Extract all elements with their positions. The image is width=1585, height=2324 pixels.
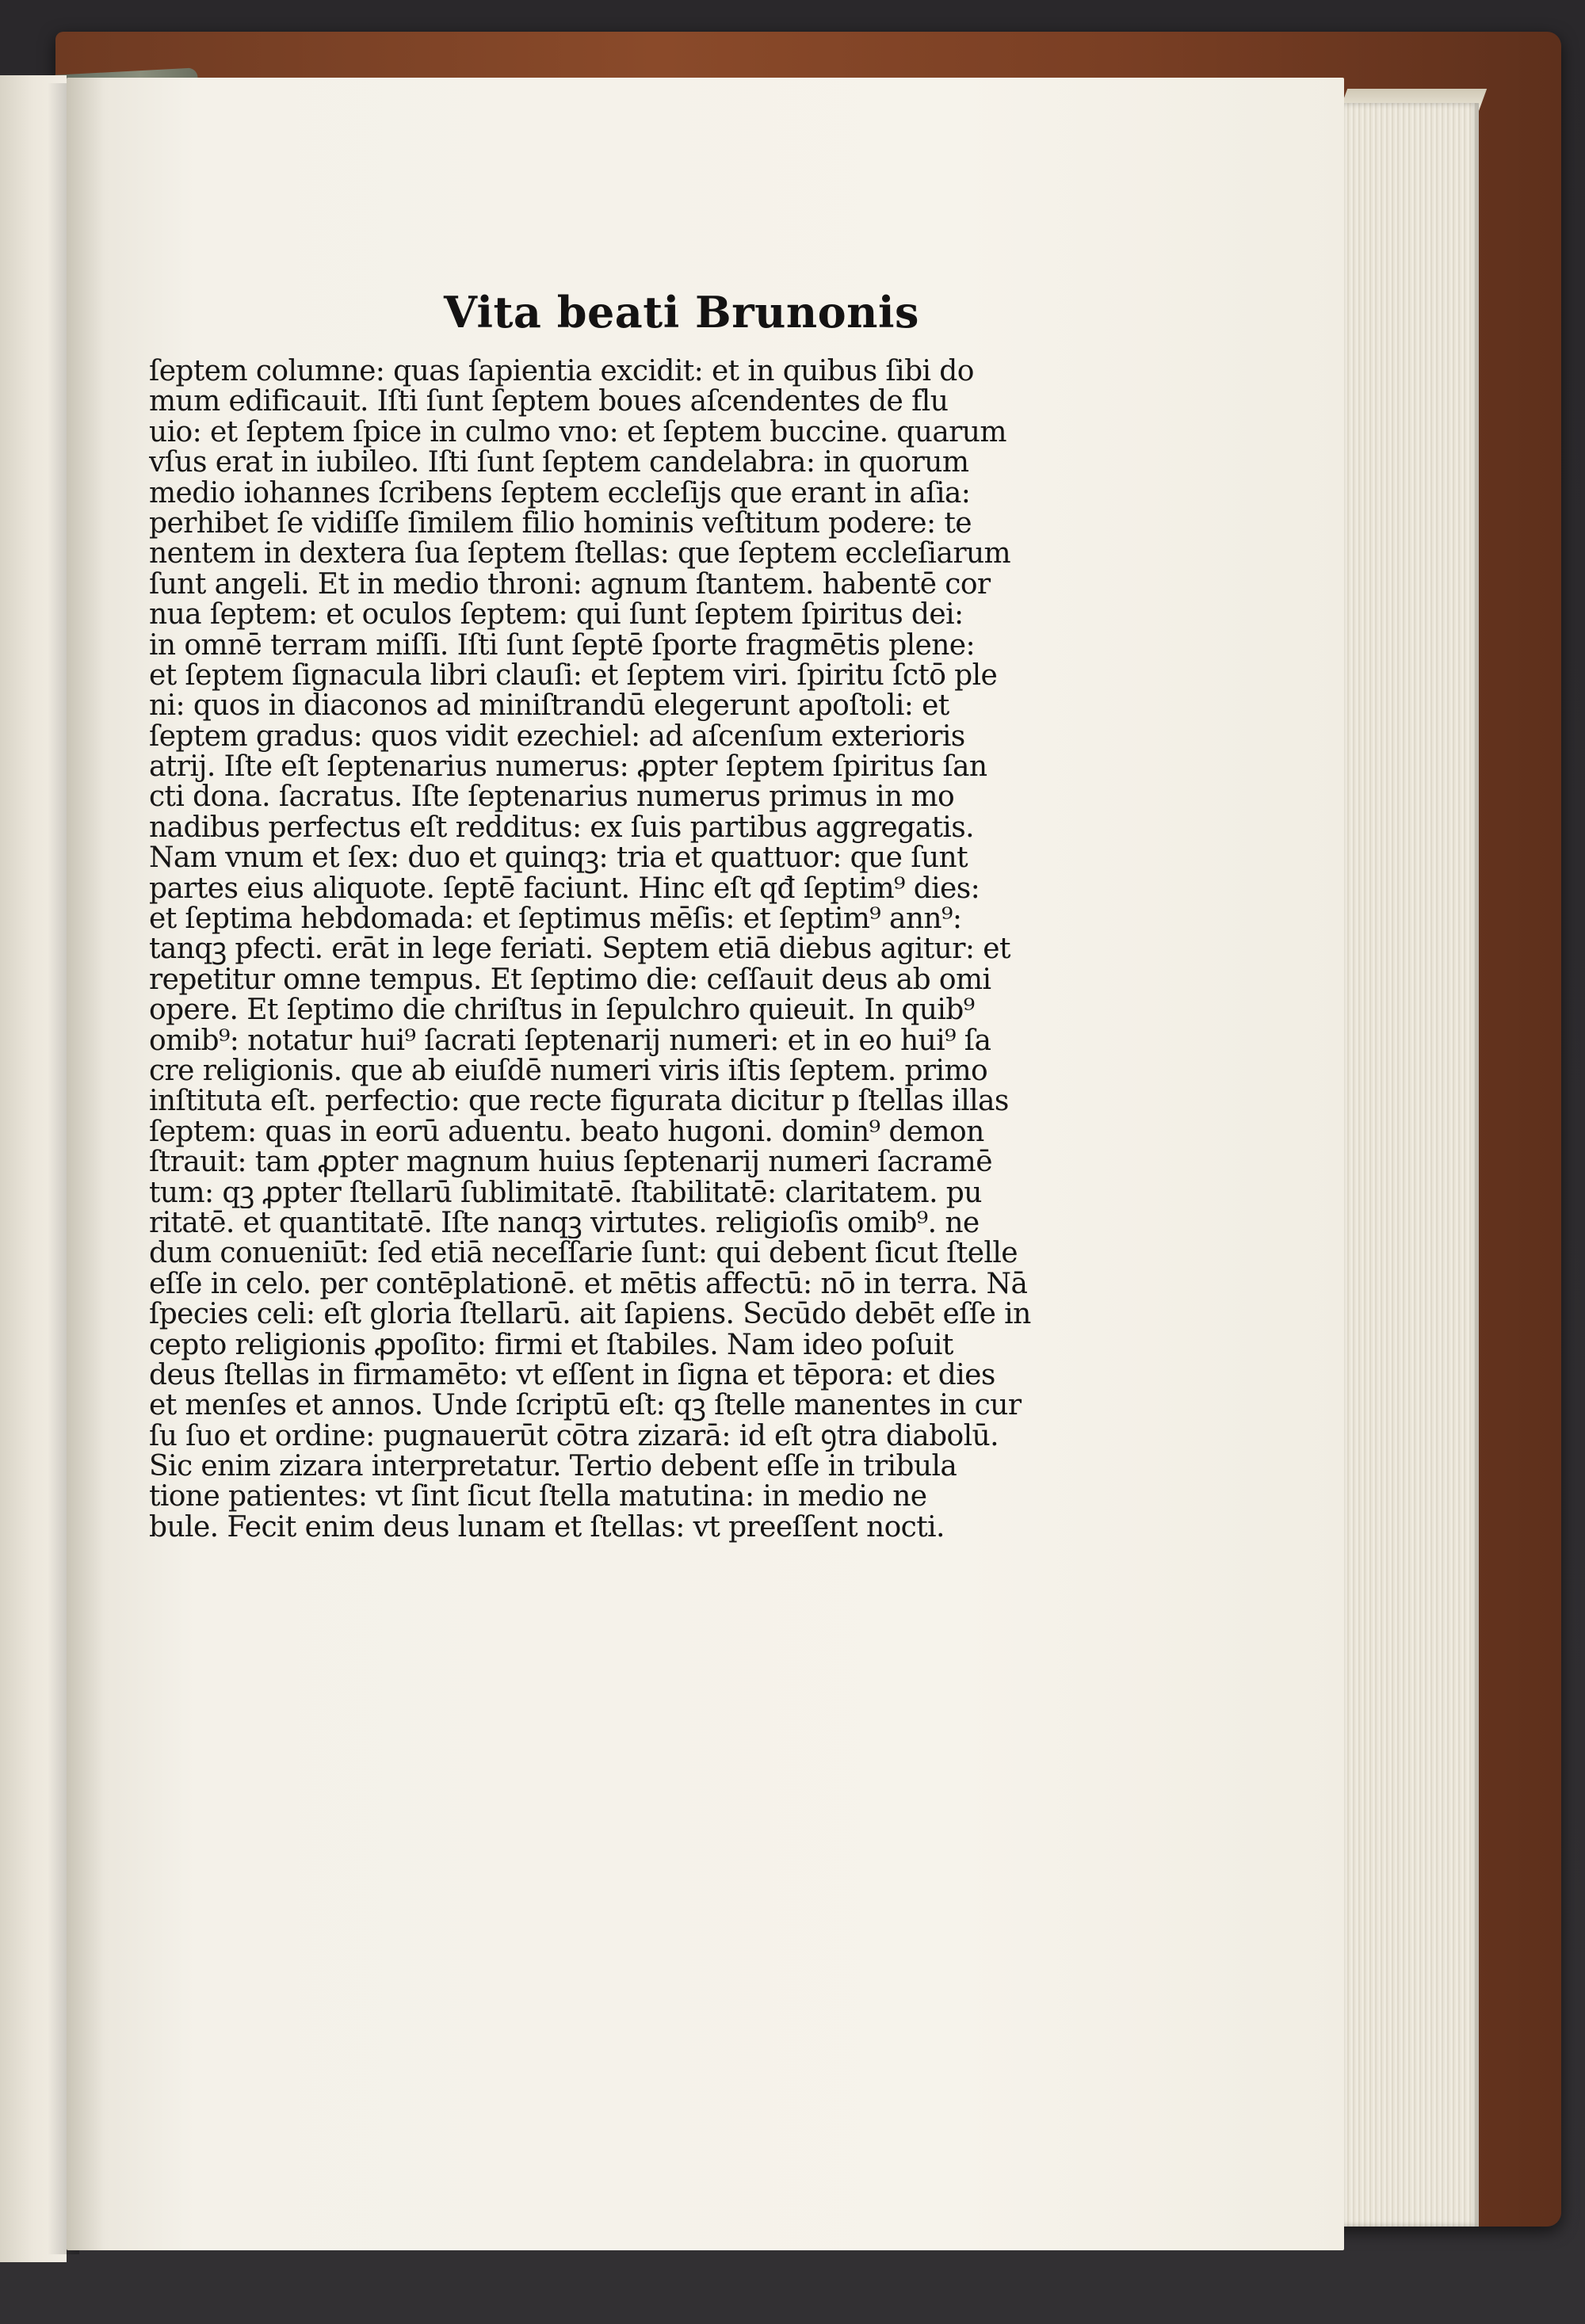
- text-line: et ſeptima hebdomada: et ſeptimus mēſis: et ſeptim⁹ ann⁹:: [149, 904, 962, 935]
- text-line: ritatē. et quantitatē. Iſte nanqꝫ virtutes. religioſis omib⁹. ne: [149, 1208, 980, 1239]
- text-line: nadibus perfectus eſt redditus: ex ſuis partibus aggregatis.: [149, 812, 974, 844]
- text-block: [149, 357, 1140, 1543]
- text-line: eſſe in celo. per contēplationē. et mētis affectū: nō in terra. Nā: [149, 1269, 1028, 1300]
- text-line: perhibet ſe vidiſſe ſimilem filio hominis veſtitum podere: te: [149, 508, 972, 540]
- text-line: et menſes et annos. Unde ſcriptū eſt: qꝫ ſtelle manentes in cur: [149, 1391, 1022, 1421]
- text-line: ſpecies celi: eſt gloria ſtellarū. ait ſapiens. Secūdo debēt eſſe in: [149, 1299, 1031, 1330]
- text-line: ſeptem: quas in eorū aduentu. beato hugoni. domin⁹ demon: [149, 1116, 984, 1148]
- page-title: Vita beati Brunonis: [444, 287, 919, 338]
- text-line: cti dona. ſacratus. Iſte ſeptenarius numerus primus in mo: [149, 782, 955, 813]
- text-line: tione patientes: vt ſint ſicut ſtella matutina: in medio ne: [149, 1482, 927, 1513]
- text-line: atrij. Iſte eſt ſeptenarius numerus: ꝓpter ſeptem ſpiritus ſan: [149, 752, 987, 783]
- text-line: medio iohannes ſcribens ſeptem eccleſijs que erant in aſia:: [149, 478, 971, 509]
- text-line: ſeptem gradus: quos vidit ezechiel: ad aſcenſum exterioris: [149, 721, 965, 753]
- text-line: vſus erat in iubileo. Iſti ſunt ſeptem candelabra: in quorum: [149, 448, 969, 479]
- text-line: repetitur omne tempus. Et ſeptimo die: ceſſauit deus ab omi: [149, 964, 991, 996]
- text-line: ſu ſuo et ordine: pugnauerūt cōtra zizarā: id eſt ꝯtra diabolū.: [149, 1421, 999, 1452]
- text-line: deus ſtellas in firmamēto: vt eſſent in ſigna et tēpora: et dies: [149, 1360, 995, 1391]
- text-line: Sic enim zizara interpretatur. Tertio debent eſſe in tribula: [149, 1452, 957, 1483]
- text-line: Nam vnum et ſex: duo et quinqꝫ: tria et quattuor: que ſunt: [149, 843, 968, 874]
- text-line: tanqꝫ pfecti. erāt in lege feriati. Septem etiā diebus agitur: et: [149, 934, 1010, 965]
- text-line: uio: et ſeptem ſpice in culmo vno: et ſeptem buccine. quarum: [149, 417, 1006, 448]
- text-line: cre religionis. que ab eiuſdē numeri viris iſtis ſeptem. primo: [149, 1055, 988, 1087]
- text-line: opere. Et ſeptimo die chriſtus in ſepulchro quieuit. In quib⁹: [149, 995, 975, 1026]
- text-line: nentem in dextera ſua ſeptem ſtellas: que ſeptem eccleſiarum: [149, 539, 1011, 570]
- page-stack-edge: [1344, 103, 1479, 2227]
- text-line: inſtituta eſt. perfectio: que recte figurata dicitur p ſtellas illas: [149, 1086, 1009, 1117]
- text-line: omib⁹: notatur hui⁹ ſacrati ſeptenarij numeri: et in eo hui⁹ ſa: [149, 1025, 991, 1056]
- text-line: bule. Fecit enim deus lunam et ſtellas: vt preeſſent nocti.: [149, 1512, 945, 1544]
- text-line: ſunt angeli. Et in medio throni: agnum ſtantem. habentē cor: [149, 569, 991, 601]
- text-line: dum conueniūt: ſed etiā neceſſarie ſunt: qui debent ſicut ſtelle: [149, 1238, 1018, 1269]
- text-line: ſtrauit: tam ꝓpter magnum huius ſeptenarij numeri ſacramē: [149, 1147, 992, 1178]
- text-line: ſeptem columne: quas ſapientia excidit: et in quibus ſibi do: [149, 357, 974, 387]
- text-line: et ſeptem ſignacula libri clauſi: et ſeptem viri. ſpiritu ſctō ple: [149, 660, 998, 692]
- text-line: tum: qꝫ ꝓpter ſtellarū ſublimitatē. ſtabilitatē: claritatem. pu: [149, 1177, 982, 1208]
- text-line: partes eius aliquote. ſeptē faciunt. Hinc eſt qđ ſeptim⁹ dies:: [149, 873, 980, 905]
- text-line: in omnē terram miſſi. Iſti ſunt ſeptē ſporte fragmētis plene:: [149, 630, 976, 661]
- text-line: mum edificauit. Iſti ſunt ſeptem boues aſcendentes de flu: [149, 387, 949, 418]
- text-line: ni: quos in diaconos ad miniſtrandū elegerunt apoſtoli: et: [149, 691, 949, 722]
- text-line: cepto religionis ꝓpoſito: firmi et ſtabiles. Nam ideo poſuit: [149, 1330, 953, 1360]
- text-line: nua ſeptem: et oculos ſeptem: qui ſunt ſeptem ſpiritus dei:: [149, 600, 964, 631]
